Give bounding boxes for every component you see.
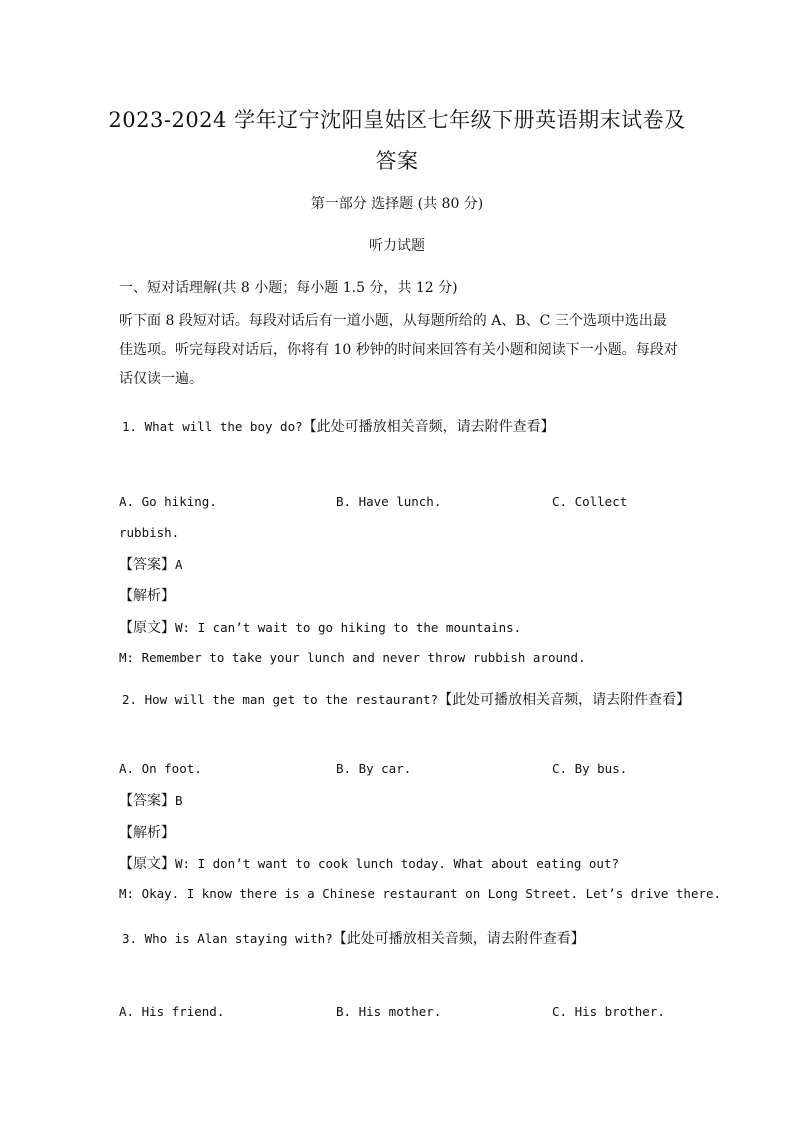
- q1-analysis-label: 【解析】: [119, 588, 175, 604]
- q1-option-a: A. Go hiking.: [119, 494, 217, 509]
- question-1: [122, 416, 555, 436]
- transcript-label: 【原文】: [119, 620, 175, 636]
- question-2: [122, 689, 690, 709]
- audio-attachment-link[interactable]: 【此处可播放相关音频，请去附件查看】: [302, 419, 555, 435]
- answer-value: A: [175, 557, 183, 572]
- question-3: [122, 928, 585, 948]
- audio-attachment-link[interactable]: 【此处可播放相关音频，请去附件查看】: [332, 931, 585, 947]
- q1-transcript-line1: [119, 617, 521, 637]
- q1-option-b: B. Have lunch.: [336, 494, 442, 509]
- audio-attachment-link[interactable]: 【此处可播放相关音频，请去附件查看】: [438, 692, 691, 708]
- document-title-line1: 2023-2024 学年辽宁沈阳皇姑区七年级下册英语期末试卷及: [108, 108, 686, 132]
- question-1-stem: 1. What will the boy do?: [122, 419, 303, 434]
- instructions-heading: 一、短对话理解(共 8 小题；每小题 1.5 分，共 12 分): [119, 280, 458, 296]
- question-3-stem: 3. Who is Alan staying with?: [122, 931, 333, 946]
- q2-option-c: C. By bus.: [552, 761, 628, 776]
- q3-option-b: B. His mother.: [336, 1004, 442, 1019]
- transcript-text: W: I don’t want to cook lunch today. What about eating out?: [175, 856, 620, 871]
- transcript-text: W: I can’t wait to go hiking to the mountains.: [175, 620, 522, 635]
- question-2-stem: 2. How will the man get to the restaurant?: [122, 692, 439, 707]
- q1-option-c: C. Collect: [552, 494, 628, 509]
- q3-option-a: A. His friend.: [119, 1004, 225, 1019]
- answer-label: 【答案】: [119, 793, 175, 809]
- q2-answer: [119, 790, 183, 810]
- q2-analysis-label: 【解析】: [119, 825, 175, 841]
- instructions-text: 听下面 8 段短对话。每段对话后有一道小题，从每题所给的 A、B、C 三个选项中选出最佳选项。听完每段对话后，你将有 10 秒钟的时间来回答有关小题和阅读下一小题。每段对话仅读一遍。: [119, 313, 678, 387]
- q1-answer: [119, 554, 183, 574]
- q2-transcript-line1: [119, 853, 619, 873]
- section-heading: 听力试题: [369, 238, 425, 254]
- q2-transcript-line2: M: Okay. I know there is a Chinese restaurant on Long Street. Let’s drive there.: [119, 886, 722, 901]
- q2-option-b: B. By car.: [336, 761, 412, 776]
- answer-value: B: [175, 793, 183, 808]
- answer-label: 【答案】: [119, 557, 175, 573]
- document-title-line2: 答案: [375, 149, 419, 173]
- transcript-label: 【原文】: [119, 856, 175, 872]
- q1-transcript-line2: M: Remember to take your lunch and never throw rubbish around.: [119, 650, 586, 665]
- part-heading: 第一部分 选择题 (共 80 分): [310, 196, 484, 212]
- q1-option-c-wrap: rubbish.: [119, 525, 180, 540]
- q3-option-c: C. His brother.: [552, 1004, 665, 1019]
- q2-option-a: A. On foot.: [119, 761, 202, 776]
